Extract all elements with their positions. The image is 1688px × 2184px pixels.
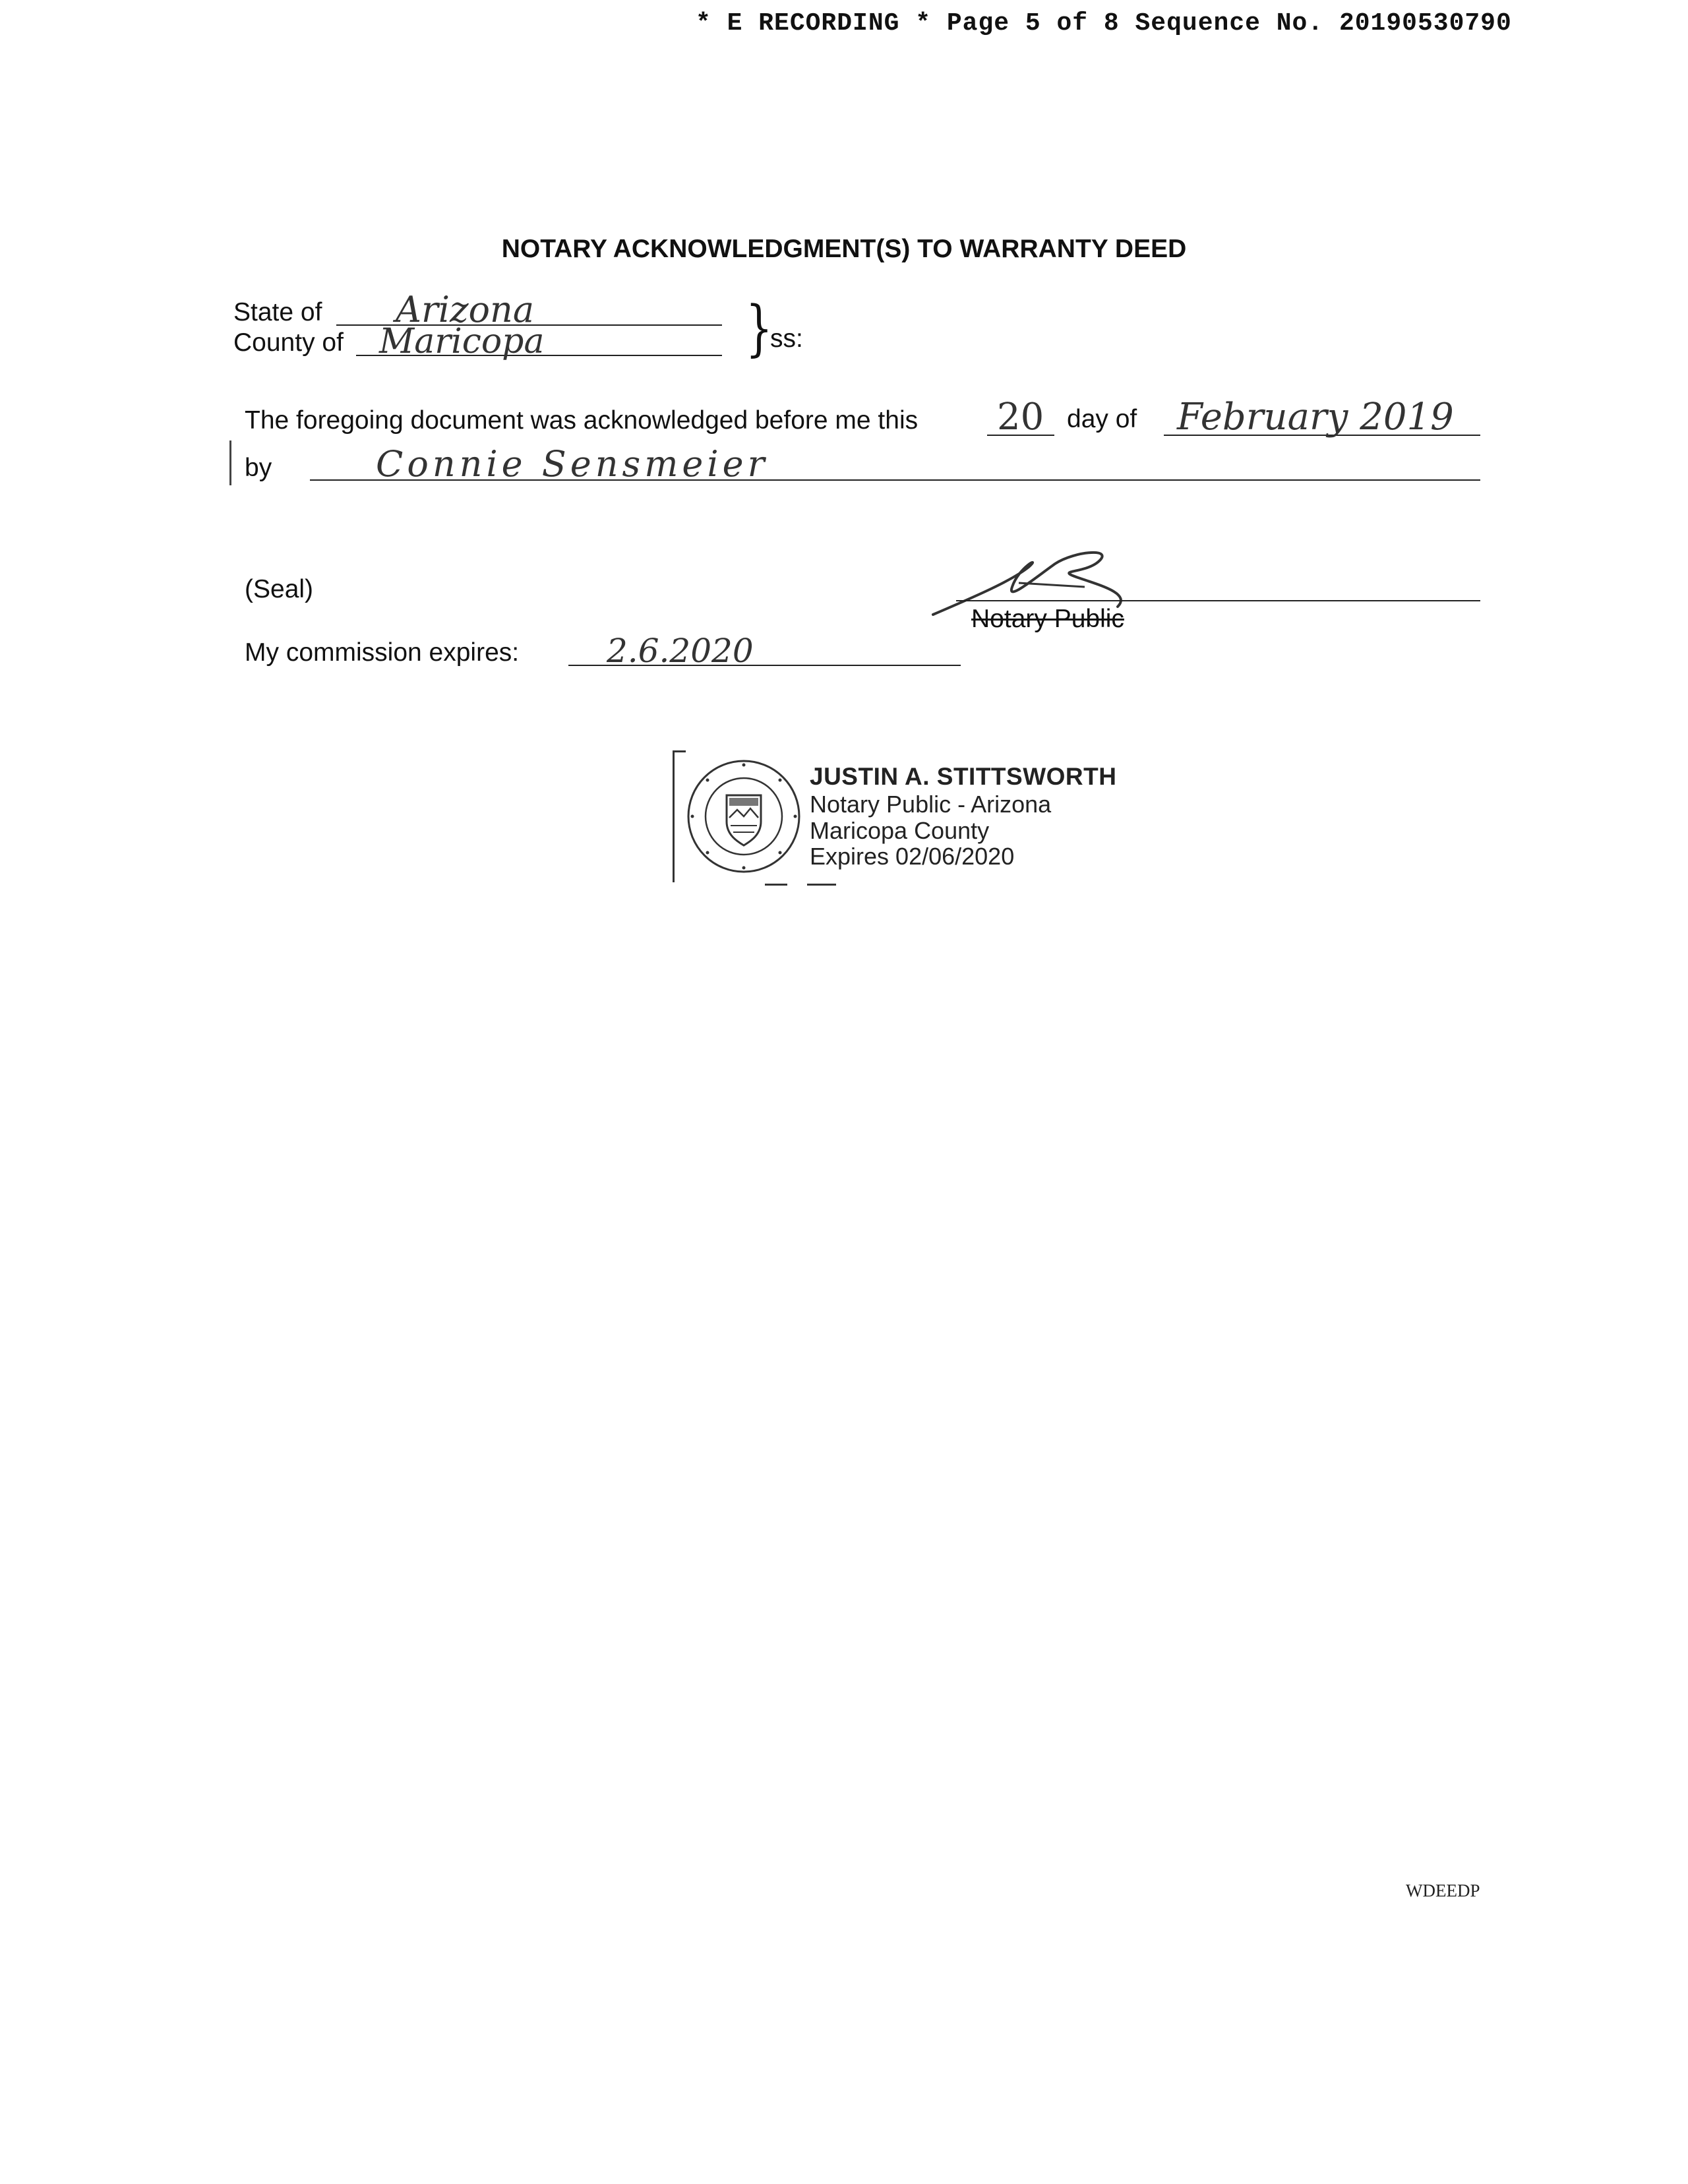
stamp-expires: Expires 02/06/2020 [810, 843, 1015, 870]
county-value: Maricopa [379, 322, 545, 361]
county-label: County of [233, 328, 344, 357]
form-code: WDEEDP [1406, 1881, 1480, 1900]
ss-label: ss: [770, 324, 803, 353]
recording-header: * E RECORDING * Page 5 of 8 Sequence No. 20190530790 [696, 9, 1512, 38]
state-label: State of [233, 298, 322, 326]
stamp-notary-title: Notary Public - Arizona [810, 791, 1052, 818]
acknowledged-text: The foregoing document was acknowledged before me this [245, 406, 919, 435]
arizona-state-seal-icon [684, 757, 803, 876]
brace-glyph: } [745, 293, 773, 363]
by-value: Connie Sensmeier [376, 443, 769, 485]
commission-label: My commission expires: [245, 638, 520, 667]
stamp-left-border [673, 750, 677, 882]
by-label: by [245, 454, 272, 482]
stamp-notary-name: JUSTIN A. STITTSWORTH [810, 763, 1117, 790]
notary-public-label: Notary Public [971, 605, 1124, 633]
stamp-county: Maricopa County [810, 817, 990, 844]
stamp-bottom-mark-2 [807, 884, 836, 886]
state-value: Arizona [396, 289, 535, 330]
stamp-top-corner [673, 750, 686, 752]
seal-label: (Seal) [245, 575, 314, 603]
margin-bar [229, 440, 231, 485]
day-value: 20 [997, 396, 1044, 439]
notary-signature-rule [956, 600, 1480, 601]
commission-value: 2.6.2020 [607, 632, 754, 670]
day-of-label: day of [1067, 405, 1137, 433]
document-title: NOTARY ACKNOWLEDGMENT(S) TO WARRANTY DEED [501, 235, 1187, 263]
stamp-bottom-mark-1 [765, 884, 787, 886]
month-year-value: February 2019 [1177, 396, 1454, 439]
